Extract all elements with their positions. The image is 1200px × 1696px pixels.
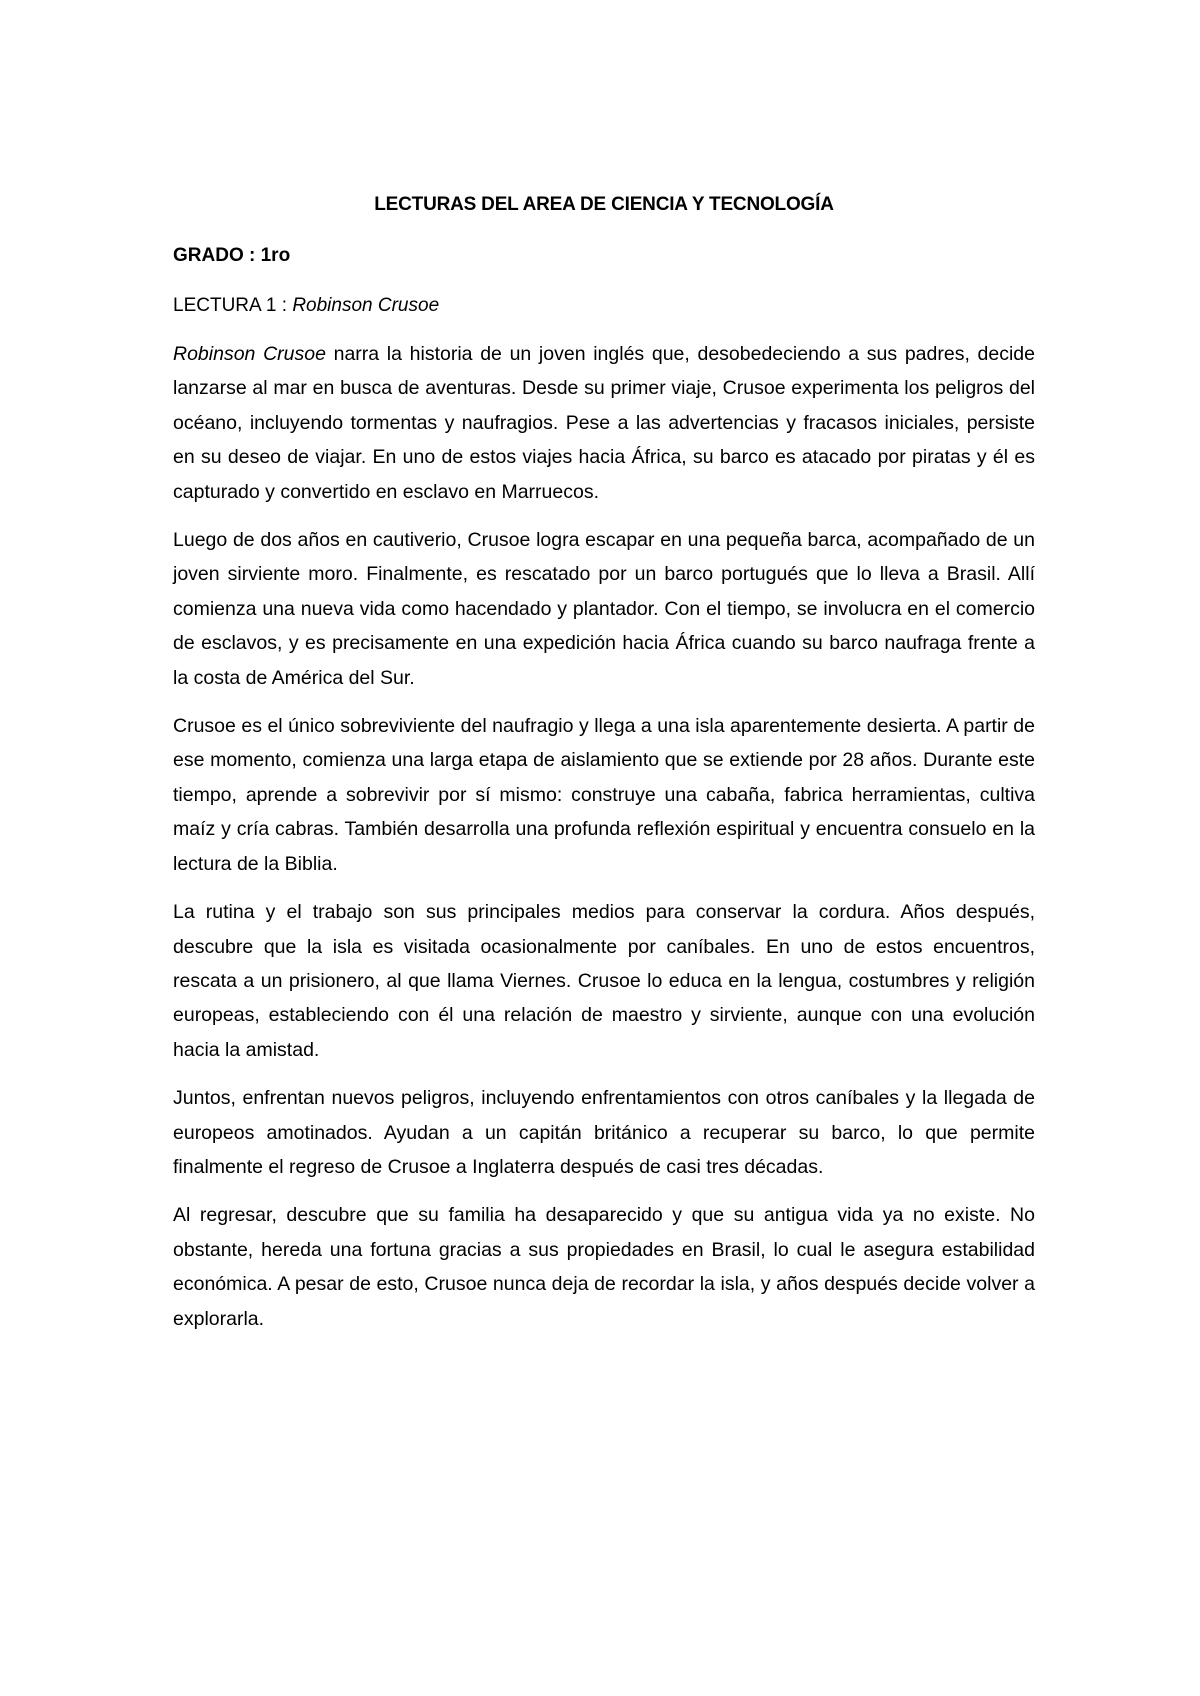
reading-heading bbox=[173, 293, 1035, 319]
reading-label: LECTURA 1 : bbox=[173, 295, 293, 316]
paragraph-5: Juntos, enfrentan nuevos peligros, incluyendo enfrentamientos con otros caníbales y la llegada de europeos amotinados. Ayudan a un capitán británico a recuperar su barco, lo que permite finalmente el regreso de Crusoe a Inglaterra después de casi tres décadas. bbox=[173, 1087, 1035, 1178]
paragraph-1-text: narra la historia de un joven inglés que, desobedeciendo a sus padres, decide lanzarse al mar en busca de aventuras. Desde su primer viaje, Crusoe experimenta los peligros del océano, incluyendo tormentas y naufragios. Pese a las advertencias y fracasos iniciales, persiste en su deseo de viajar. En uno de estos viajes hacia África, su barco es atacado por piratas y él es capturado y convertido en esclavo en Marruecos. bbox=[173, 343, 1035, 503]
paragraph-6: Al regresar, descubre que su familia ha desaparecido y que su antigua vida ya no existe. No obstante, hereda una fortuna gracias a sus propiedades en Brasil, lo cual le asegura estabilidad económica. A pesar de esto, Crusoe nunca deja de recordar la isla, y años después decide volver a explorarla. bbox=[173, 1204, 1035, 1330]
document-title: LECTURAS DEL AREA DE CIENCIA Y TECNOLOGÍA bbox=[374, 194, 834, 215]
paragraph-1-book-title: Robinson Crusoe bbox=[173, 343, 326, 365]
reading-book-title: Robinson Crusoe bbox=[292, 295, 440, 316]
grade-label: GRADO : 1ro bbox=[173, 245, 291, 266]
document-page bbox=[173, 192, 1035, 1350]
paragraph-4: La rutina y el trabajo son sus principales medios para conservar la cordura. Años después, descubre que la isla es visitada ocasionalmente por caníbales. En uno de estos encuentros, rescata a un prisionero, al que llama Viernes. Crusoe lo educa en la lengua, costumbres y religión europeas, estableciendo con él una relación de maestro y sirviente, aunque con una evolución hacia la amistad. bbox=[173, 901, 1035, 1061]
paragraph-3: Crusoe es el único sobreviviente del naufragio y llega a una isla aparentemente desierta. A partir de ese momento, comienza una larga etapa de aislamiento que se extiende por 28 años. Durante este tiempo, aprende a sobrevivir por sí mismo: construye una cabaña, fabrica herramientas, cultiva maíz y cría cabras. También desarrolla una profunda reflexión espiritual y encuentra consuelo en la lectura de la Biblia. bbox=[173, 715, 1035, 875]
paragraph-2: Luego de dos años en cautiverio, Crusoe logra escapar en una pequeña barca, acompañado de un joven sirviente moro. Finalmente, es rescatado por un barco portugués que lo lleva a Brasil. Allí comienza una nueva vida como hacendado y plantador. Con el tiempo, se involucra en el comercio de esclavos, y es precisamente en una expedición hacia África cuando su barco naufraga frente a la costa de América del Sur. bbox=[173, 529, 1035, 689]
paragraph-1 bbox=[173, 337, 1035, 509]
